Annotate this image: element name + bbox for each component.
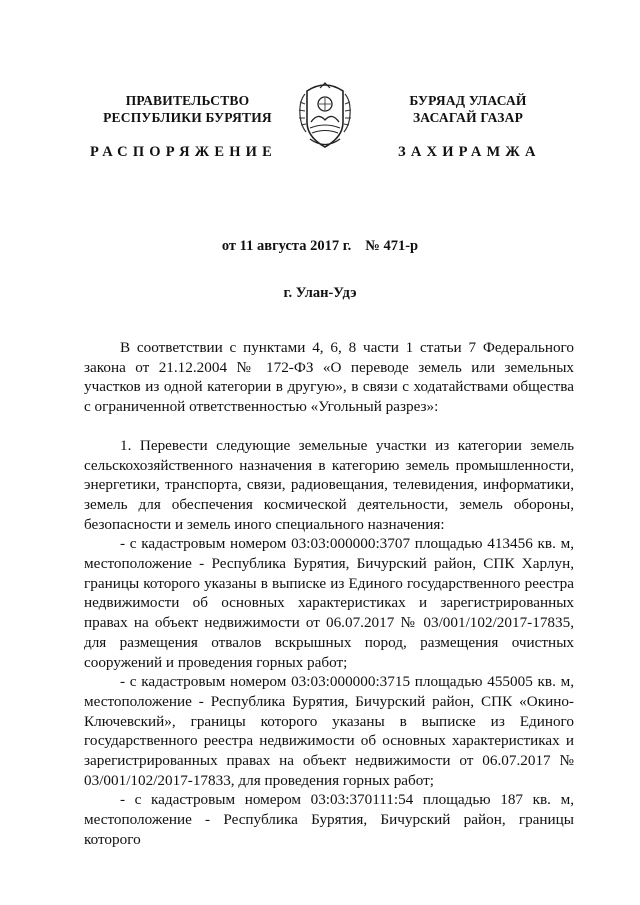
date-line: [0, 238, 640, 255]
parcel-3707-paragraph: - с кадастровым номером 03:03:000000:3707 площадью 413456 кв. м, местоположение - Республика Бурятия, Бичурский район, СПК Харлун, границы которого указаны в выписке из Единого государственного реестра недвижимости об основных характеристиках и зарегистрированных правах на объект недвижимости от 06.07.2017 № 03/001/102/2017-17835, для размещения отвалов вскрышных пород, размещения очистных сооружений и проведения горных работ;: [84, 535, 574, 671]
coat-of-arms-icon: [296, 82, 354, 150]
government-name-line2: РЕСПУБЛИКИ БУРЯТИЯ: [103, 110, 272, 125]
document-body: [84, 338, 574, 850]
document-type-buryat: ЗАХИРАМЖА: [398, 144, 541, 160]
government-name-line1: ПРАВИТЕЛЬСТВО: [125, 93, 250, 108]
document-type: РАСПОРЯЖЕНИЕ: [90, 144, 278, 160]
parcel-3715-paragraph: - с кадастровым номером 03:03:000000:3715 площадью 455005 кв. м, местоположение - Республика Бурятия, Бичурский район, СПК «Окино-Ключевский», границы которого указаны в выписке из Единого государственного реестра недвижимости об основных характеристиках и зарегистрированных правах на объект недвижимости от 06.07.2017 № 03/001/102/2017-17833, для проведения горных работ;: [84, 673, 574, 789]
item-1-paragraph: 1. Перевести следующие земельные участки из категории земель сельскохозяйственного назначения в категорию земель промышленности, энергетики, транспорта, связи, радиовещания, телевидения, информатики, земель для обеспечения космической деятельности, земель обороны, безопасности и земель иного специального назначения:: [84, 436, 574, 533]
government-name-buryat-line2: ЗАСАГАЙ ГАЗАР: [412, 110, 524, 125]
government-name-buryat-line1: БУРЯАД УЛАСАЙ: [409, 93, 527, 108]
government-name: [100, 92, 275, 126]
document-number: № 471-р: [365, 238, 419, 254]
city: г. Улан-Удэ: [283, 285, 357, 301]
preamble-paragraph: В соответствии с пунктами 4, 6, 8 части 1 статьи 7 Федерального закона от 21.12.2004 № 172-ФЗ «О переводе земель или земельных участков из одной категории в другую», в связи с ходатайствами общества с ограниченной ответственностью «Угольный разрез»:: [84, 339, 574, 416]
parcel-54-paragraph: - с кадастровым номером 03:03:370111:54 площадью 187 кв. м, местоположение - Республика Бурятия, Бичурский район, границы которого: [84, 791, 574, 848]
document-date: от 11 августа 2017 г.: [221, 238, 352, 254]
government-name-buryat: [383, 92, 553, 126]
